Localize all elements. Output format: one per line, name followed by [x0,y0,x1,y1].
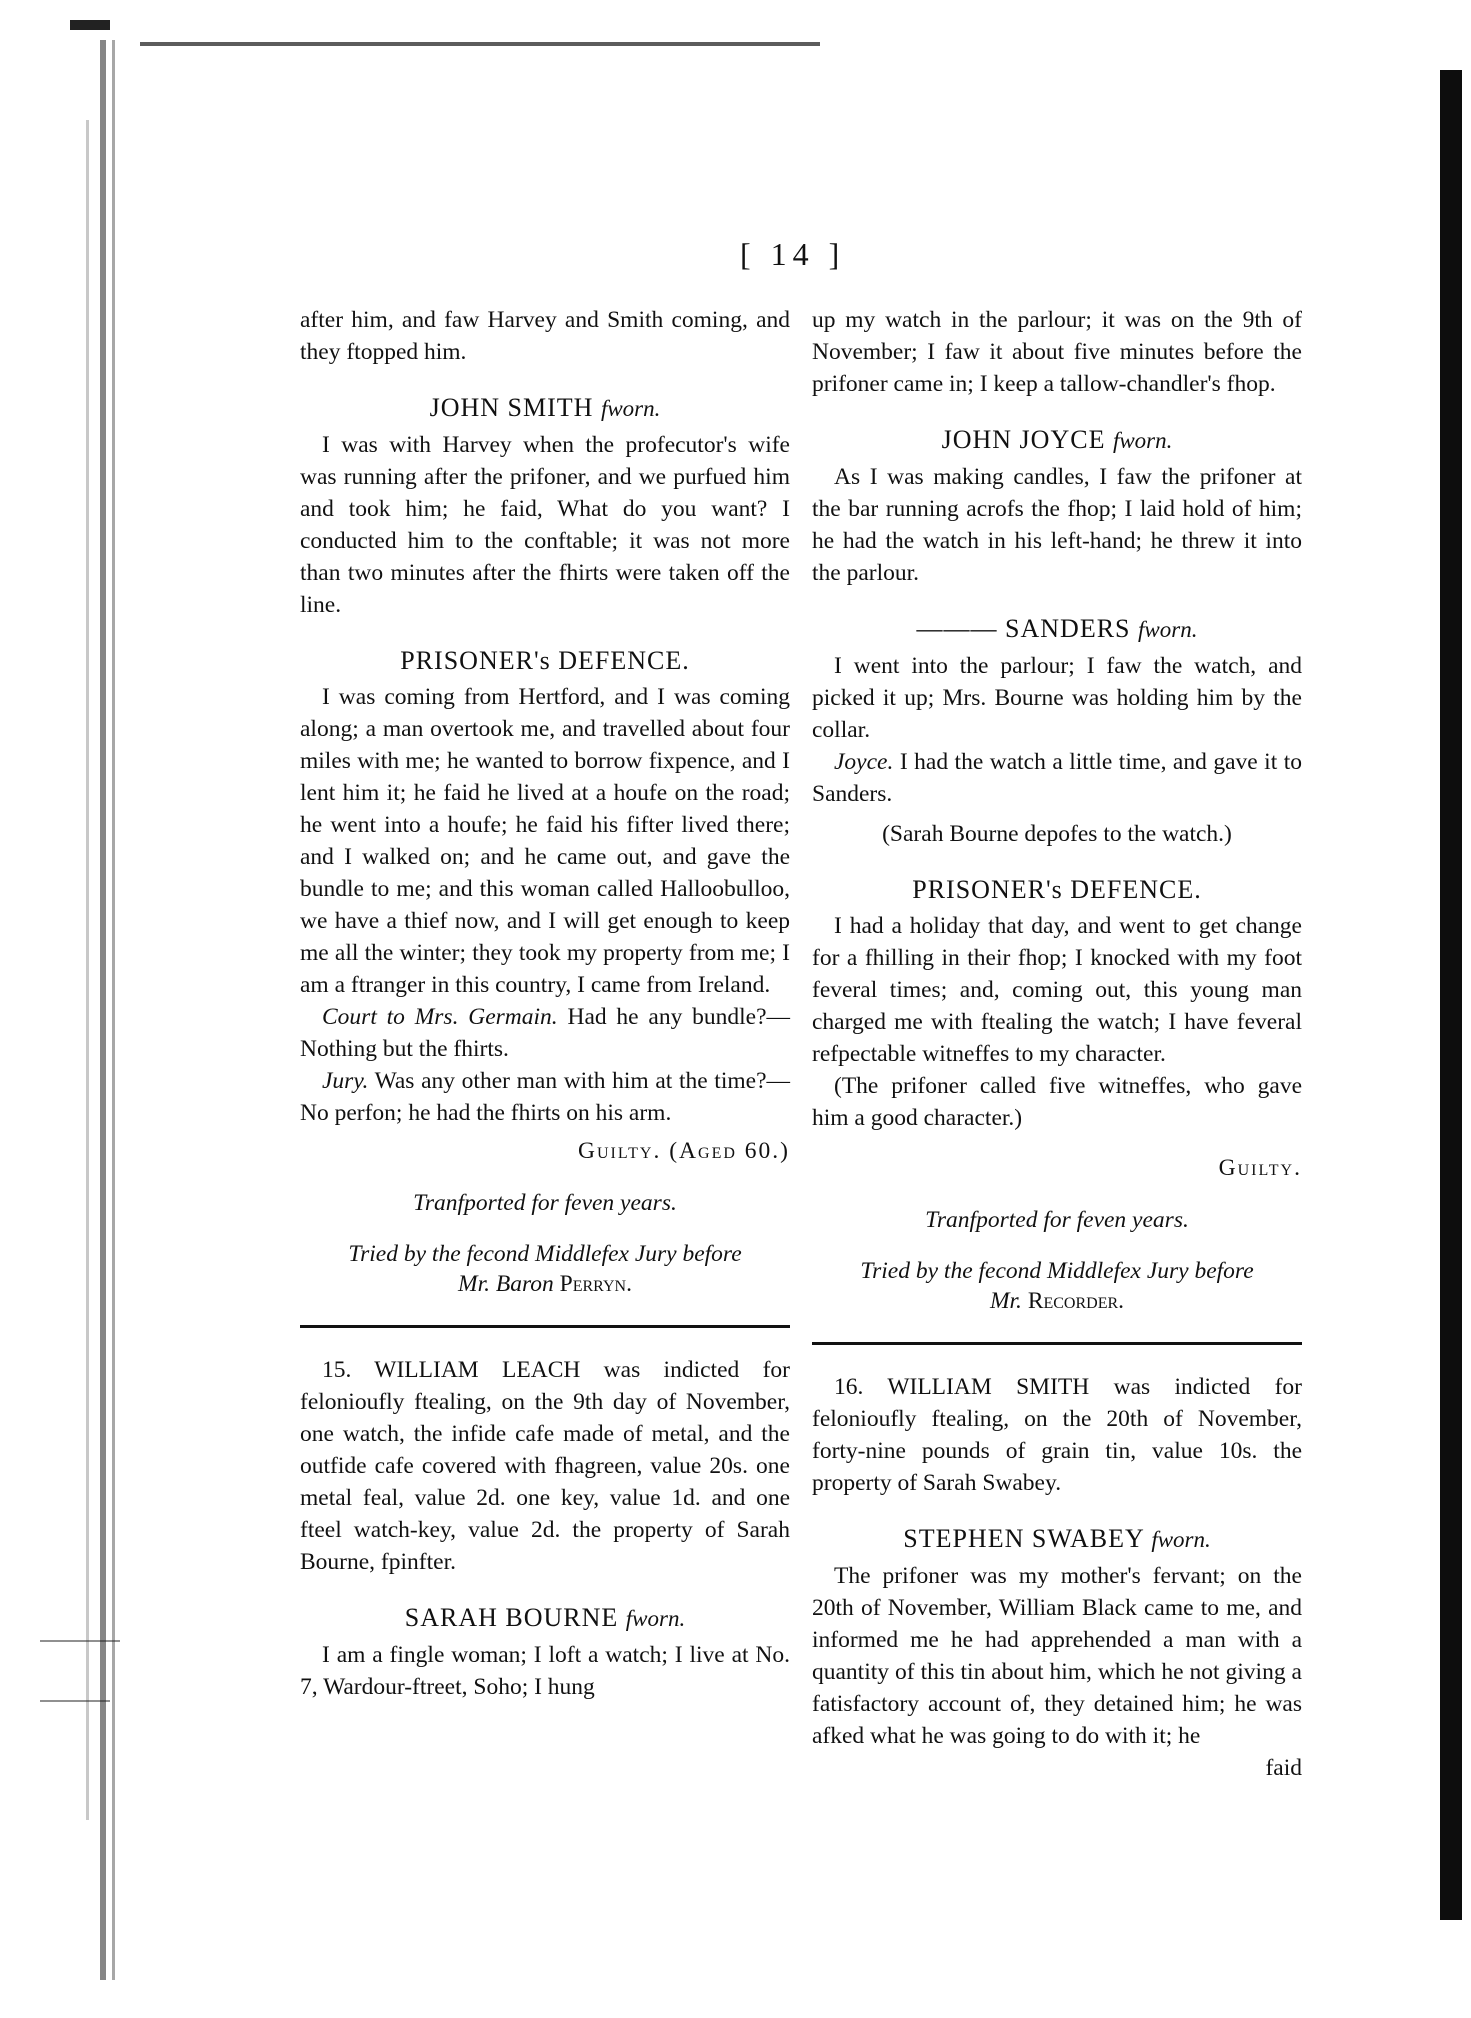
bracket-note: (Sarah Bourne depofes to the watch.) [882,821,1232,847]
verdict: Guilty. (Aged 60.) [578,1138,790,1164]
right-column [812,304,1302,1784]
jury-question [300,1065,790,1129]
witness-heading [300,392,790,425]
sworn-label: fworn. [600,396,661,421]
testimony: As I was making candles, I faw the prifoner at the bar running acrofs the fhop; I laid hold of him; he had the watch in his left-hand; he threw it into the parlour. [812,464,1302,586]
sentence: Tranfported for feven years. [413,1190,677,1216]
witness-name: STEPHEN SWABEY [903,1524,1144,1553]
trial-note [300,1239,790,1299]
page-number: [ 14 ] [740,236,846,272]
scan-left-edge [0,0,150,2018]
trial-note-prefix: Mr. [989,1288,1022,1314]
trial-note [812,1256,1302,1316]
defence-heading: PRISONER's DEFENCE. [400,646,690,675]
scan-right-edge [1440,70,1462,1920]
section-divider [300,1325,790,1328]
remark-text: I had the watch a little time, and gave it to Sanders. [812,749,1302,807]
judge-name: Recorder. [1027,1288,1125,1314]
witness-heading [812,1523,1302,1556]
testimony: I was with Harvey when the profecutor's wife was running after the prifoner, and we purfued him and took him; he faid, What do you want? I conducted him to the conftable; it was not more than two minutes after the fhirts were taken off the line. [300,432,790,618]
witness-heading [300,1602,790,1635]
testimony: I went into the parlour; I faw the watch, and picked it up; Mrs. Bourne was holding him by the collar. [812,653,1302,743]
sworn-label: fworn. [1138,617,1198,642]
testimony: I am a fingle woman; I loft a watch; I live at No. 7, Wardour-ftreet, Soho; I hung [300,1642,790,1700]
scan-top-edge [140,42,820,46]
trial-note-line: Tried by the fecond Middlefex Jury before [860,1258,1254,1284]
witness-remark [812,746,1302,810]
left-column [300,304,790,1703]
sentence: Tranfported for feven years. [925,1207,1189,1233]
court-question [300,1001,790,1065]
trial-note-prefix: Mr. Baron [458,1271,554,1297]
witness-heading [812,613,1302,646]
sworn-label: fworn. [625,1606,686,1631]
paragraph: after him, and faw Harvey and Smith coming, and they ftopped him. [300,307,790,365]
bracket-note: (The prifoner called five witneffes, who gave him a good character.) [812,1073,1302,1131]
defence-text: I had a holiday that day, and went to get change for a fhilling in their fhop; I knocked with my foot feveral times; and, coming out, this young man charged me with ftealing the watch; I have feveral refpectable witneffes to my character. [812,913,1302,1067]
question-text: Had he any bundle?—Nothing but the fhirts. [300,1004,790,1062]
witness-name: ——— SANDERS [916,614,1131,643]
question-text: Was any other man with him at the time?—No perfon; he had the fhirts on his arm. [300,1068,790,1126]
indictment: 16. WILLIAM SMITH was indicted for felonioufly ftealing, on the 20th of November, forty-nine pounds of grain tin, value 10s. the property of Sarah Swabey. [812,1374,1302,1496]
judge-name: Perryn. [559,1271,632,1297]
section-divider [812,1342,1302,1345]
defence-text: I was coming from Hertford, and I was coming along; a man overtook me, and travelled about four miles with me; he wanted to borrow fixpence, and I lent him it; he faid he lived at a houfe on the road; he went into a houfe; he faid his fifter lived there; and I walked on; and he came out, and gave the bundle to me; and this woman called Halloobulloo, we have a thief now, and I will get enough to keep me all the winter; they took my property from me; I am a ftranger in this country, I came from Ireland. [300,684,790,998]
witness-name: JOHN JOYCE [941,425,1106,454]
speaker-label: Court to Mrs. Germain. [322,1004,558,1030]
speaker-label: Joyce. [834,749,894,775]
witness-name: JOHN SMITH [429,393,594,422]
verdict: Guilty. [1218,1155,1302,1181]
witness-name: SARAH BOURNE [404,1603,619,1632]
defence-heading: PRISONER's DEFENCE. [912,875,1202,904]
witness-heading [812,424,1302,457]
sworn-label: fworn. [1112,428,1173,453]
catchword: faid [1265,1755,1302,1781]
sworn-label: fworn. [1151,1527,1211,1552]
indictment: 15. WILLIAM LEACH was indicted for felonioufly ftealing, on the 9th day of November, one watch, the infide cafe made of metal, and the outfide cafe covered with fhagreen, value 20s. one metal feal, value 2d. one key, value 1d. and one fteel watch-key, value 2d. the property of Sarah Bourne, fpinfter. [300,1357,790,1575]
paragraph: up my watch in the parlour; it was on the 9th of November; I faw it about five minutes before the prifoner came in; I keep a tallow-chandler's fhop. [812,307,1302,397]
speaker-label: Jury. [322,1068,369,1094]
testimony: The prifoner was my mother's fervant; on the 20th of November, William Black came to me, and informed me he had apprehended a man with a quantity of this tin about him, which he not giving a fatisfactory account of, they detained him; he was afked what he was going to do with it; he [812,1563,1302,1749]
trial-note-line: Tried by the fecond Middlefex Jury before [348,1241,742,1267]
